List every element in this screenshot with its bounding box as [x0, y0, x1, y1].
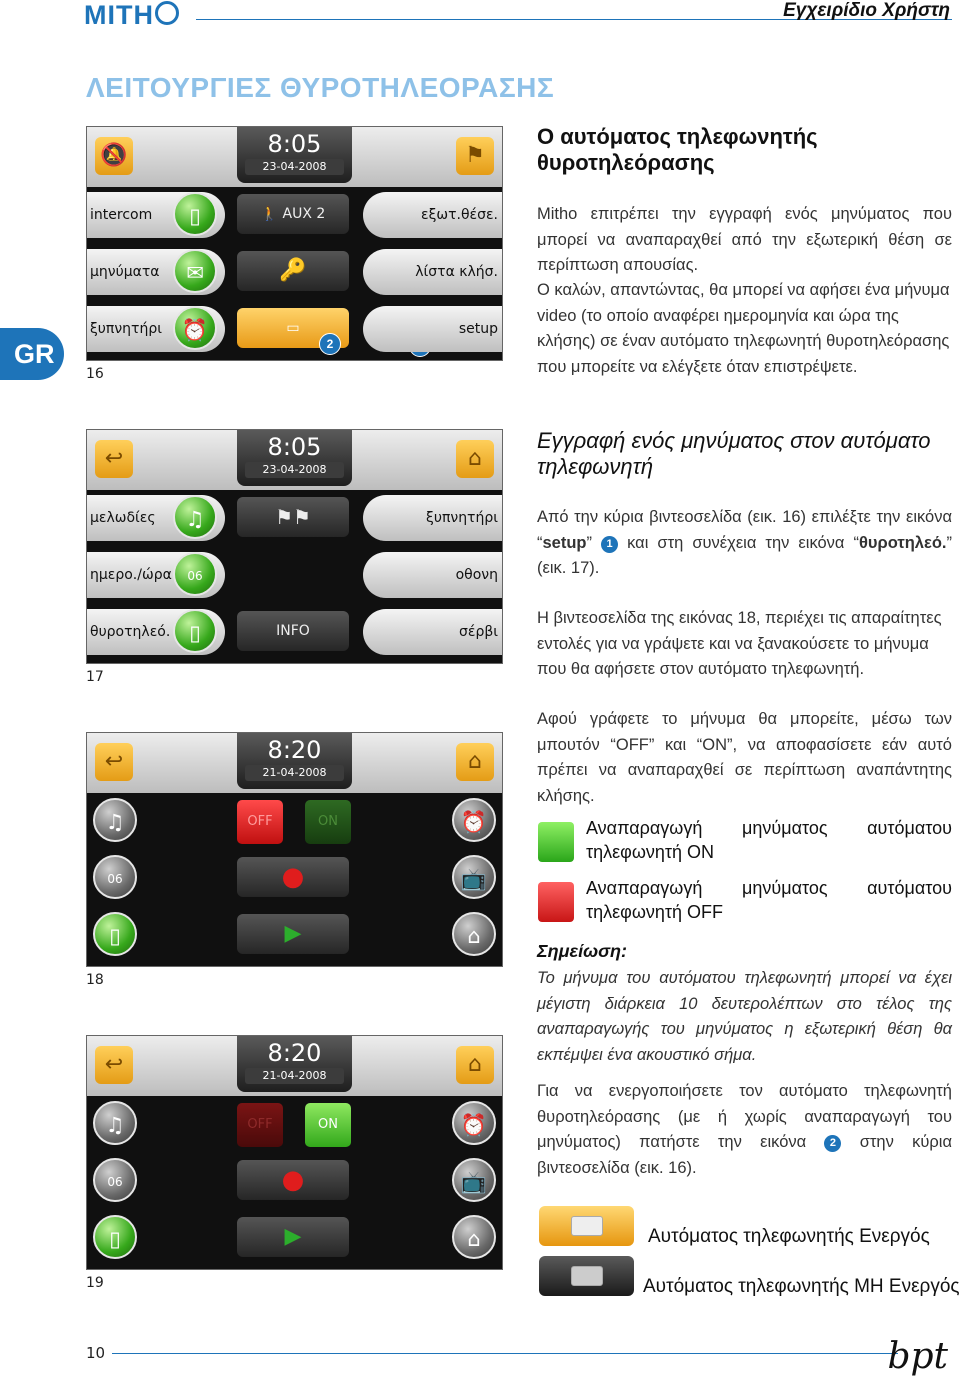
figure-number: 16 — [86, 366, 104, 382]
manual-title: Εγχειρίδιο Χρήστη — [783, 0, 950, 21]
record-button[interactable] — [237, 1160, 349, 1200]
on-button[interactable]: ON — [305, 800, 351, 844]
aux2-button[interactable]: 🚶 AUX 2 — [237, 194, 349, 234]
alarm-clock-icon[interactable]: ⏰ — [452, 798, 496, 842]
section-title: ΛΕΙΤΟΥΡΓΙΕΣ ΘΥΡΟΤΗΛΕΟΡΑΣΗΣ — [86, 72, 555, 103]
key-icon: 🔑 — [279, 258, 307, 283]
footer-rule — [112, 1353, 898, 1354]
tv-icon[interactable]: 📺 — [452, 1158, 496, 1202]
label-alarm[interactable]: ξυπνητήρι — [87, 306, 225, 352]
paragraph-intro: Mitho επιτρέπει την εγγραφή ενός μηνύματος που μπορεί να αναπαραχθεί από την εξωτερική θέση σε περίπτωση απουσίας. — [537, 205, 952, 274]
service-house-icon[interactable]: ⌂ — [452, 1215, 496, 1259]
top-bar — [87, 127, 502, 187]
clock: 8:05 23-04-2008 — [237, 127, 352, 183]
back-arrow-icon[interactable]: ↩ — [95, 743, 133, 781]
play-button[interactable] — [237, 914, 349, 954]
on-button[interactable]: ON — [305, 1103, 351, 1147]
record-dot-icon: ● — [281, 862, 305, 892]
badge-2: 2 — [319, 333, 341, 355]
figure-number: 17 — [86, 669, 104, 685]
screen-fig18 — [86, 732, 503, 967]
doorphone-icon[interactable]: ▯ — [93, 1215, 137, 1259]
back-arrow-icon[interactable]: ↩ — [95, 1046, 133, 1084]
service-house-icon[interactable]: ⌂ — [452, 912, 496, 956]
label-service[interactable]: σέρβι — [363, 609, 502, 655]
label-doorphone[interactable]: θυροτηλεό. — [87, 609, 225, 655]
label-melodies[interactable]: μελωδίες — [87, 495, 225, 541]
figure-number: 18 — [86, 972, 104, 988]
label-call-list[interactable]: λίστα κλήσ. — [363, 249, 502, 295]
answering-active-icon — [539, 1206, 634, 1246]
top-bar — [87, 1036, 502, 1096]
calendar-clock-icon[interactable]: 06 — [173, 552, 217, 596]
mitho-logo: MITH — [84, 0, 179, 31]
label-alarm[interactable]: ξυπνητήρι — [363, 495, 502, 541]
alarm-clock-icon[interactable]: ⏰ — [173, 306, 217, 350]
note-text: Το μήνυμα του αυτόματου τηλεφωνητή μπορεί να έχει μέγιστη διάρκεια 10 δευτερολέπτων στο τέλος της αναπαραγωγής του μηνύματος η εξωτερική θέση θα εκπέμψει ένα ακουστικό σήμα. — [537, 969, 952, 1064]
green-swatch-icon — [538, 822, 574, 862]
paragraph-caller: Ο καλών, απαντώντας, θα μπορεί να αφήσει ένα μήνυμα video (το οποίο αναφέρει ημερομηνία και ώρα της κλήσης) σε έναν αυτόματο τηλεφωνητή θυροτηλεόρασης που μπορείτε να ελέγξετε όταν επιστρέψετε. — [537, 281, 950, 376]
back-arrow-icon[interactable]: ↩ — [95, 440, 133, 478]
screen-fig16 — [86, 126, 503, 361]
paragraph-select-setup: Από την κύρια βιντεοσελίδα (εικ. 16) επιλέξτε την εικόνα “setup” 1 και στη συνέχεια την εικόνα “θυροτηλεό.” (εικ. 17). — [537, 508, 952, 577]
logo-o-icon — [155, 1, 179, 25]
play-button[interactable] — [237, 1217, 349, 1257]
music-note-icon[interactable]: ♫ — [93, 798, 137, 842]
flags-button[interactable] — [237, 497, 349, 537]
home-icon[interactable]: ⌂ — [456, 1046, 494, 1084]
label-setup[interactable]: setup — [363, 306, 502, 352]
figure-number: 19 — [86, 1275, 104, 1291]
play-icon: ▶ — [284, 921, 302, 946]
alarm-clock-icon[interactable]: ⏰ — [452, 1101, 496, 1145]
note-heading: Σημείωση: — [537, 941, 628, 961]
label-messages[interactable]: μηνύματα — [87, 249, 225, 295]
bell-mute-icon[interactable]: 🔕 — [95, 137, 133, 175]
green-description: Αναπαραγωγή μηνύματος αυτόματου τηλεφωνητή ON — [586, 818, 952, 862]
paragraph-fig18: Η βιντεοσελίδα της εικόνας 18, περιέχει τις απαραίτητες εντολές για να γράψετε και να ξανακούσετε το μήνυμα που θα αφήσετε στον αυτόματο τηλεφωνητή. — [537, 609, 942, 678]
heading-answering-machine: Ο αυτόματος τηλεφωνητής θυροτηλεόρασης — [537, 124, 818, 175]
doorphone-icon[interactable]: ▯ — [173, 609, 217, 653]
off-button[interactable]: OFF — [237, 1103, 283, 1147]
clock: 8:20 21-04-2008 — [237, 1036, 352, 1092]
record-dot-icon: ● — [281, 1165, 305, 1195]
walking-person-icon: 🚶 — [260, 206, 283, 222]
answering-active-label: Αυτόματος τηλεφωνητής Ενεργός — [648, 1226, 930, 1247]
screen-fig17 — [86, 429, 503, 664]
flags-icon: ⚑⚑ — [275, 505, 311, 529]
red-swatch-icon — [538, 882, 574, 922]
page-number: 10 — [86, 1344, 106, 1362]
label-screen[interactable]: οθονη — [363, 552, 502, 598]
calendar-clock-icon[interactable]: 06 — [93, 855, 137, 899]
top-bar — [87, 430, 502, 490]
record-button[interactable] — [237, 857, 349, 897]
home-icon[interactable]: ⌂ — [456, 440, 494, 478]
clock: 8:05 23-04-2008 — [237, 430, 352, 486]
language-tab: GR — [0, 328, 64, 380]
calendar-clock-icon[interactable]: 06 — [93, 1158, 137, 1202]
label-intercom[interactable]: intercom — [87, 192, 225, 238]
heading-record: Εγγραφή ενός μηνύματος στον αυτόματο τηλεφωνητή — [537, 428, 931, 479]
label-external[interactable]: εξωτ.θέσε. — [363, 192, 502, 238]
label-datetime[interactable]: ημερο./ώρα — [87, 552, 225, 598]
music-note-icon[interactable]: ♫ — [93, 1101, 137, 1145]
envelope-icon[interactable]: ✉ — [173, 249, 217, 293]
paragraph-off-on: Αφού γράφετε το μήνυμα θα μπορείτε, μέσω των μπουτόν “OFF” και “ON”, να αποφασίσετε εάν αυτό πρέπει να αναπαραχθεί σε περίπτωση αναπάντητης κλήσης. — [537, 710, 952, 805]
doorphone-icon[interactable]: ▯ — [93, 912, 137, 956]
tv-icon[interactable]: 📺 — [452, 855, 496, 899]
bpt-logo: bpt — [887, 1336, 948, 1377]
top-bar — [87, 733, 502, 793]
paragraph-activate: Για να ενεργοποιήσετε τον αυτόματο τηλεφωνητή θυροτηλεόρασης (με ή χωρίς αναπαραγωγή του μηνύματος) πατήστε την εικόνα 2 στην κύρια βιντεοσελίδα (εικ. 16). — [537, 1082, 952, 1177]
info-button[interactable]: INFO — [237, 611, 349, 651]
screen-fig19 — [86, 1035, 503, 1270]
badge-1-inline: 1 — [601, 536, 618, 553]
key-button[interactable] — [237, 251, 349, 291]
clock: 8:20 21-04-2008 — [237, 733, 352, 789]
tape-icon: ▭ — [286, 320, 300, 336]
answering-inactive-label: Αυτόματος τηλεφωνητής ΜΗ Ενεργός — [643, 1276, 960, 1297]
badge-2-inline: 2 — [824, 1135, 841, 1152]
off-button[interactable]: OFF — [237, 800, 283, 844]
intercom-icon[interactable]: ▯ — [173, 192, 217, 236]
red-description: Αναπαραγωγή μηνύματος αυτόματου τηλεφωνητή OFF — [586, 878, 952, 922]
music-note-icon[interactable]: ♫ — [173, 495, 217, 539]
home-icon[interactable]: ⌂ — [456, 743, 494, 781]
answering-inactive-icon — [539, 1256, 634, 1296]
flags-icon[interactable]: ⚑ — [456, 137, 494, 175]
play-icon: ▶ — [284, 1224, 302, 1249]
